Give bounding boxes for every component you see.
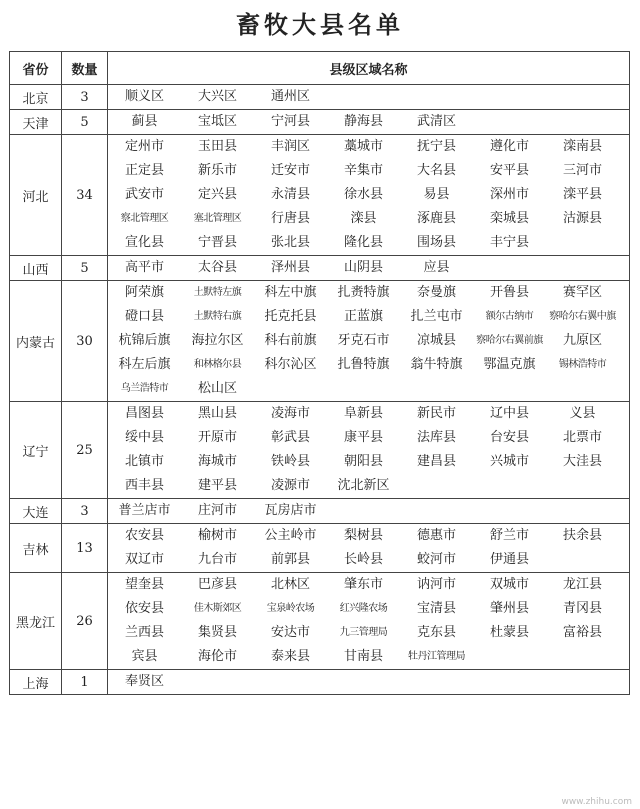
county-name: 和林格尔县 (193, 359, 242, 370)
county-name: 奈曼旗 (416, 285, 456, 300)
table-row (10, 573, 630, 670)
county-name: 易县 (423, 187, 450, 202)
county-name: 磴口县 (124, 309, 164, 324)
county-name: 托克托县 (264, 309, 317, 324)
county-name: 安达市 (270, 625, 310, 640)
county-name: 肇东市 (343, 577, 383, 592)
county-name: 科右前旗 (264, 333, 317, 348)
county-name: 蓟县 (131, 114, 158, 129)
county-name: 甘南县 (343, 649, 383, 664)
province-cell: 大连 (10, 499, 62, 524)
county-name: 舒兰市 (489, 528, 529, 543)
count-cell: 1 (62, 670, 108, 695)
county-name: 富裕县 (562, 625, 602, 640)
county-name: 深州市 (489, 187, 529, 202)
county-name: 滦南县 (562, 139, 602, 154)
county-name: 高平市 (124, 260, 164, 275)
table-row (10, 135, 630, 256)
table-row (10, 85, 630, 110)
county-name: 扎兰屯市 (410, 309, 463, 324)
county-name: 抚宁县 (416, 139, 456, 154)
county-name: 迁安市 (270, 163, 310, 178)
county-name: 额尔古纳市 (485, 311, 534, 322)
county-name: 杜蒙县 (489, 625, 529, 640)
county-name: 丰润区 (270, 139, 310, 154)
county-name: 土默特右旗 (193, 311, 242, 322)
county-name: 山阴县 (343, 260, 383, 275)
county-name: 宁河县 (270, 114, 310, 129)
county-name: 宝泉岭农场 (266, 603, 315, 614)
county-name: 科尔沁区 (264, 357, 317, 372)
county-name: 蛟河市 (416, 552, 456, 567)
header-province: 省份 (10, 52, 62, 85)
counties-cell (108, 85, 630, 110)
table-row (10, 256, 630, 281)
county-name: 凉城县 (416, 333, 456, 348)
county-name: 正蓝旗 (343, 309, 383, 324)
county-name: 涿鹿县 (416, 211, 456, 226)
county-name: 德惠市 (416, 528, 456, 543)
county-name: 集贤县 (197, 625, 237, 640)
county-name: 西丰县 (124, 478, 164, 493)
county-name: 庄河市 (197, 503, 237, 518)
county-name: 乌兰浩特市 (120, 383, 169, 394)
count-cell: 25 (62, 402, 108, 499)
county-name: 兴城市 (489, 454, 529, 469)
county-name: 红兴隆农场 (339, 603, 388, 614)
county-name: 朝阳县 (343, 454, 383, 469)
province-cell: 山西 (10, 256, 62, 281)
county-name: 围场县 (416, 235, 456, 250)
county-name: 正定县 (124, 163, 164, 178)
county-name: 新民市 (416, 406, 456, 421)
county-name: 翁牛特旗 (410, 357, 463, 372)
county-name: 滦县 (350, 211, 377, 226)
county-name: 伊通县 (489, 552, 529, 567)
county-name: 北林区 (270, 577, 310, 592)
county-name: 大洼县 (562, 454, 602, 469)
province-cell: 辽宁 (10, 402, 62, 499)
county-name: 扎赉特旗 (337, 285, 390, 300)
county-name: 辛集市 (343, 163, 383, 178)
county-name: 长岭县 (343, 552, 383, 567)
province-cell: 天津 (10, 110, 62, 135)
county-name: 阿荣旗 (124, 285, 164, 300)
county-name: 龙江县 (562, 577, 602, 592)
county-name: 鄂温克旗 (483, 357, 536, 372)
count-cell: 34 (62, 135, 108, 256)
county-name: 肇州县 (489, 601, 529, 616)
county-name: 绥中县 (124, 430, 164, 445)
county-name: 牙克石市 (337, 333, 390, 348)
county-name: 泰来县 (270, 649, 310, 664)
county-name: 静海县 (343, 114, 383, 129)
counties-cell (108, 524, 630, 573)
county-name: 北票市 (562, 430, 602, 445)
counties-cell (108, 110, 630, 135)
count-cell: 13 (62, 524, 108, 573)
county-name: 开鲁县 (489, 285, 529, 300)
county-name: 大兴区 (197, 89, 237, 104)
header-counties: 县级区域名称 (108, 52, 630, 85)
county-name: 大名县 (416, 163, 456, 178)
county-name: 徐水县 (343, 187, 383, 202)
county-name: 青冈县 (562, 601, 602, 616)
county-name: 建昌县 (416, 454, 456, 469)
county-name: 凌源市 (270, 478, 310, 493)
county-name: 瓦房店市 (264, 503, 317, 518)
province-cell: 河北 (10, 135, 62, 256)
county-name: 赛罕区 (562, 285, 602, 300)
county-name: 榆树市 (197, 528, 237, 543)
watermark: www.zhihu.com (561, 797, 632, 807)
county-name: 藁城市 (343, 139, 383, 154)
county-name: 望奎县 (124, 577, 164, 592)
count-cell: 5 (62, 256, 108, 281)
province-cell: 上海 (10, 670, 62, 695)
county-name: 公主岭市 (264, 528, 317, 543)
county-name: 九三管理局 (339, 627, 388, 638)
county-name: 定兴县 (197, 187, 237, 202)
county-name: 科左中旗 (264, 285, 317, 300)
table-row (10, 670, 630, 695)
county-name: 海拉尔区 (191, 333, 244, 348)
count-cell: 5 (62, 110, 108, 135)
table-row (10, 281, 630, 402)
county-name: 台安县 (489, 430, 529, 445)
county-name: 奉贤区 (124, 674, 164, 689)
county-name: 农安县 (124, 528, 164, 543)
county-name: 梨树县 (343, 528, 383, 543)
county-name: 讷河市 (416, 577, 456, 592)
county-name: 宾县 (131, 649, 158, 664)
county-name: 滦平县 (562, 187, 602, 202)
county-name: 法库县 (416, 430, 456, 445)
county-name: 通州区 (270, 89, 310, 104)
county-name: 普兰店市 (118, 503, 171, 518)
counties-cell (108, 281, 630, 402)
county-name: 海城市 (197, 454, 237, 469)
county-name: 应县 (423, 260, 450, 275)
county-name: 沽源县 (562, 211, 602, 226)
county-name: 黑山县 (197, 406, 237, 421)
count-cell: 3 (62, 85, 108, 110)
county-name: 泽州县 (270, 260, 310, 275)
counties-cell (108, 499, 630, 524)
province-cell: 内蒙古 (10, 281, 62, 402)
county-name: 察哈尔右翼中旗 (549, 311, 616, 322)
counties-cell (108, 670, 630, 695)
county-name: 康平县 (343, 430, 383, 445)
county-name: 开原市 (197, 430, 237, 445)
count-cell: 26 (62, 573, 108, 670)
document-title: 畜牧大县名单 (236, 10, 404, 39)
province-cell: 黑龙江 (10, 573, 62, 670)
counties-cell (108, 256, 630, 281)
province-cell: 北京 (10, 85, 62, 110)
county-name: 土默特左旗 (193, 287, 242, 298)
header-row (10, 52, 630, 85)
county-name: 铁岭县 (270, 454, 310, 469)
county-name: 牡丹江管理局 (408, 651, 465, 662)
counties-cell (108, 573, 630, 670)
county-name: 锡林浩特市 (558, 359, 607, 370)
province-cell: 吉林 (10, 524, 62, 573)
county-name: 双辽市 (124, 552, 164, 567)
county-name: 丰宁县 (489, 235, 529, 250)
count-cell: 30 (62, 281, 108, 402)
header-count: 数量 (62, 52, 108, 85)
counties-cell (108, 402, 630, 499)
county-name: 玉田县 (197, 139, 237, 154)
county-name: 察哈尔右翼前旗 (476, 335, 543, 346)
counties-cell (108, 135, 630, 256)
county-name: 宣化县 (124, 235, 164, 250)
county-name: 栾城县 (489, 211, 529, 226)
county-name: 依安县 (124, 601, 164, 616)
county-name: 安平县 (489, 163, 529, 178)
county-name: 张北县 (270, 235, 310, 250)
county-name: 海伦市 (197, 649, 237, 664)
county-name: 义县 (569, 406, 596, 421)
county-name: 宝坻区 (197, 114, 237, 129)
county-name: 北镇市 (124, 454, 164, 469)
county-name: 武安市 (124, 187, 164, 202)
county-name: 永清县 (270, 187, 310, 202)
county-name: 昌图县 (124, 406, 164, 421)
county-name: 凌海市 (270, 406, 310, 421)
county-name: 兰西县 (124, 625, 164, 640)
county-name: 三河市 (562, 163, 602, 178)
county-name: 扎鲁特旗 (337, 357, 390, 372)
county-name: 阜新县 (343, 406, 383, 421)
county-name: 塞北管理区 (193, 213, 242, 224)
county-name: 察北管理区 (120, 213, 169, 224)
county-name: 遵化市 (489, 139, 529, 154)
county-name: 宁晋县 (197, 235, 237, 250)
count-cell: 3 (62, 499, 108, 524)
county-name: 九原区 (562, 333, 602, 348)
county-name: 巴彦县 (197, 577, 237, 592)
county-name: 九台市 (197, 552, 237, 567)
county-name: 松山区 (197, 381, 237, 396)
county-name: 定州市 (124, 139, 164, 154)
county-name: 前郭县 (270, 552, 310, 567)
county-name: 新乐市 (197, 163, 237, 178)
table-row (10, 524, 630, 573)
county-name: 武清区 (416, 114, 456, 129)
county-name: 太谷县 (197, 260, 237, 275)
county-name: 科左后旗 (118, 357, 171, 372)
county-name: 彰武县 (270, 430, 310, 445)
county-table (9, 51, 630, 695)
county-name: 宝清县 (416, 601, 456, 616)
county-name: 隆化县 (343, 235, 383, 250)
table-row (10, 110, 630, 135)
county-name: 双城市 (489, 577, 529, 592)
county-name: 沈北新区 (337, 478, 390, 493)
county-name: 顺义区 (124, 89, 164, 104)
county-name: 建平县 (197, 478, 237, 493)
county-name: 辽中县 (489, 406, 529, 421)
table-row (10, 499, 630, 524)
county-name: 行唐县 (270, 211, 310, 226)
county-name: 佳木斯郊区 (193, 603, 242, 614)
county-name: 克东县 (416, 625, 456, 640)
table-row (10, 402, 630, 499)
county-name: 扶余县 (562, 528, 602, 543)
county-name: 杭锦后旗 (118, 333, 171, 348)
